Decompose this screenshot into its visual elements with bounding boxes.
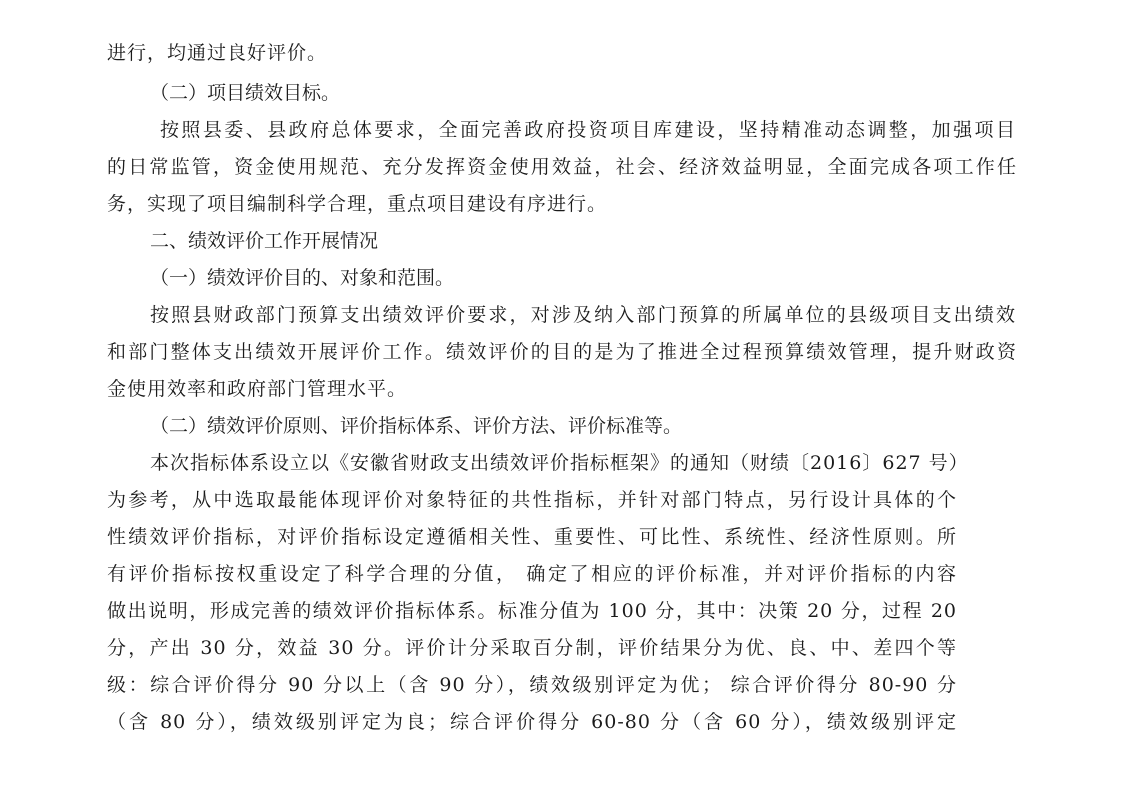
paragraph-continuation: 进行，均通过良好评价。 bbox=[107, 42, 328, 64]
paragraph-line: 按照县委、县政府总体要求，全面完善政府投资项目库建设，坚持精准动态调整，加强项目 bbox=[160, 119, 1016, 141]
paragraph-line: 的日常监管，资金使用规范、充分发挥资金使用效益，社会、经济效益明显，全面完成各项工作任 bbox=[107, 156, 1017, 178]
paragraph-line: 务，实现了项目编制科学合理，重点项目建设有序进行。 bbox=[107, 193, 608, 215]
paragraph-line: 性绩效评价指标，对评价指标设定遵循相关性、重要性、可比性、系统性、经济性原则。所 bbox=[107, 526, 957, 548]
paragraph-line: 级：综合评价得分 90 分以上（含 90 分），绩效级别评定为优； 综合评价得分 80-90 分 bbox=[107, 674, 957, 696]
paragraph-line: 和部门整体支出绩效开展评价工作。绩效评价的目的是为了推进全过程预算绩效管理，提升财政资 bbox=[107, 341, 1017, 363]
paragraph-line: 本次指标体系设立以《安徽省财政支出绩效评价指标框架》的通知（财绩〔2016〕627 号） bbox=[150, 452, 969, 474]
paragraph-line: 为参考，从中选取最能体现评价对象特征的共性指标，并针对部门特点，另行设计具体的个 bbox=[107, 489, 957, 511]
subheading-purpose-scope: （一）绩效评价目的、对象和范围。 bbox=[150, 267, 455, 289]
section-heading-evaluation: 二、绩效评价工作开展情况 bbox=[150, 230, 379, 252]
subheading-project-goals: （二）项目绩效目标。 bbox=[150, 82, 341, 104]
paragraph-line: 有评价指标按权重设定了科学合理的分值， 确定了相应的评价标准，并对评价指标的内容 bbox=[107, 563, 957, 585]
paragraph-line: 按照县财政部门预算支出绩效评价要求，对涉及纳入部门预算的所属单位的县级项目支出绩效 bbox=[150, 304, 1016, 326]
paragraph-line: 做出说明，形成完善的绩效评价指标体系。标准分值为 100 分，其中：决策 20 分，过程 20 bbox=[107, 600, 957, 622]
paragraph-line: 分，产出 30 分，效益 30 分。评价计分采取百分制，评价结果分为优、良、中、差四个等 bbox=[107, 637, 957, 659]
subheading-principles: （二）绩效评价原则、评价指标体系、评价方法、评价标准等。 bbox=[150, 415, 683, 437]
paragraph-line: 金使用效率和政府部门管理水平。 bbox=[107, 378, 408, 400]
paragraph-line: （含 80 分），绩效级别评定为良；综合评价得分 60-80 分（含 60 分），绩效级别评定 bbox=[107, 711, 957, 733]
